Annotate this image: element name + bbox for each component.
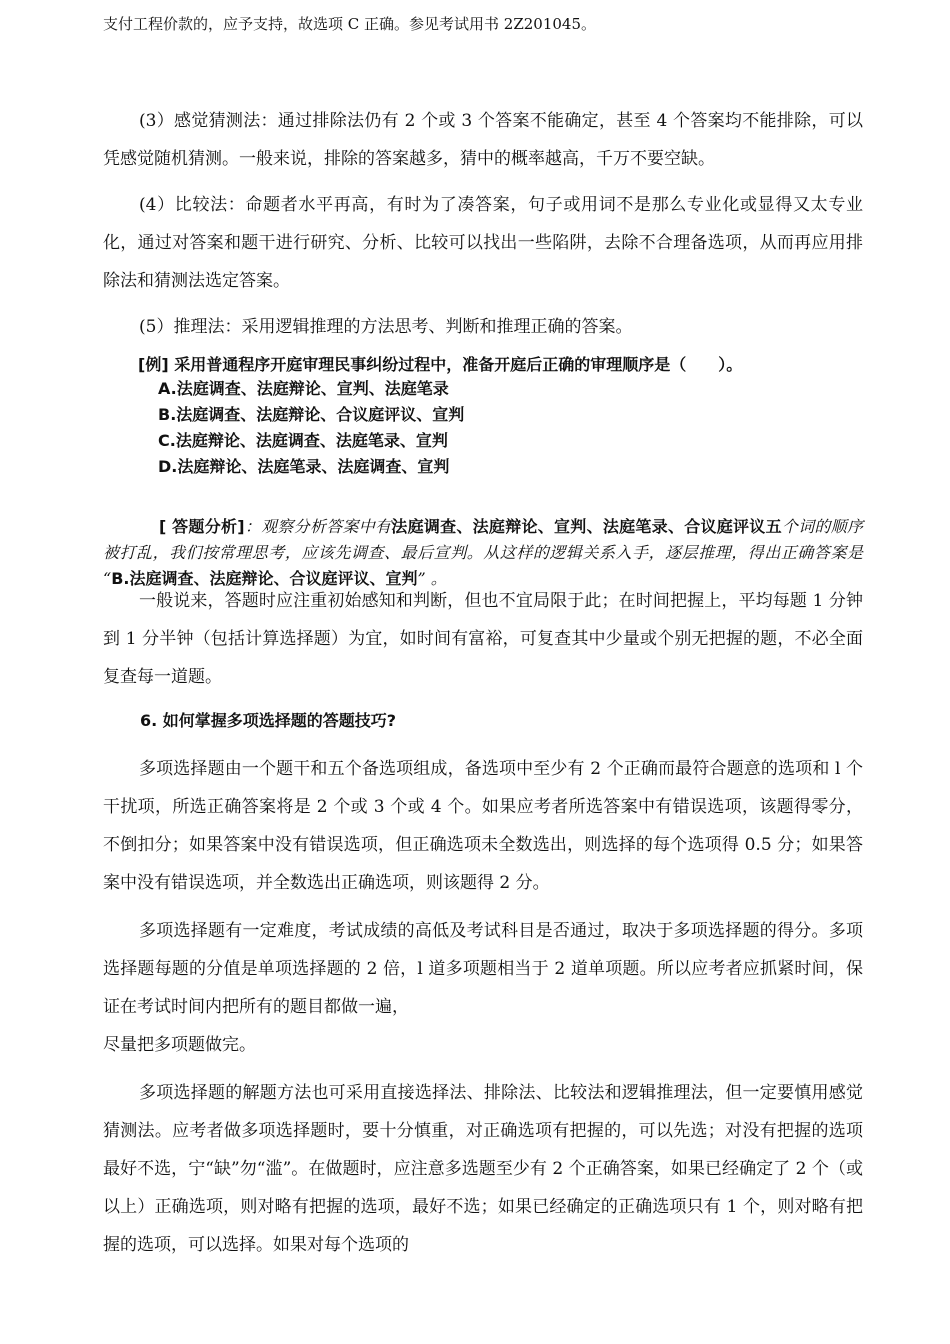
- paragraph-continuation: 支付工程价款的，应予支持，故选项 C 正确。参见考试用书 2Z201045。: [103, 15, 597, 33]
- paragraph-multiple-choice-structure: 多项选择题由一个题干和五个备选项组成，备选项中至少有 2 个正确而最符合题意的选项和 l 个干扰项，所选正确答案将是 2 个或 3 个或 4 个。如果应考者所选答案中有错误选项，该题得零分，不倒扣分；如果答案中没有错误选项，但正确选项未全数选出，则选择的每个选项得 0.5 分；如果答案中没有错误选项，并全数选出正确选项，则该题得 2 分。: [103, 759, 863, 893]
- section-heading-6: 6. 如何掌握多项选择题的答题技巧?: [140, 711, 397, 730]
- analysis-text-3: ” 。: [417, 569, 447, 588]
- paragraph-compare-method: (4）比较法：命题者水平再高，有时为了凑答案，句子或用词不是那么专业化或显得又太专业化，通过对答案和题干进行研究、分析、比较可以找出一些陷阱，去除不合理备选项，从而再应用排除法和猜测法选定答案。: [103, 195, 863, 291]
- paragraph-reasoning-method: (5）推理法：采用逻辑推理的方法思考、判断和推理正确的答案。: [139, 317, 633, 337]
- analysis-bold-1: 法庭调查、法庭辩论、宣判、法庭笔录、合议庭评议五: [391, 517, 782, 536]
- example-question: [例] 采用普通程序开庭审理民事纠纷过程中，准备开庭后正确的审理顺序是（ ）。: [138, 355, 743, 374]
- analysis-bold-2: B.法庭调查、法庭辩论、合议庭评议、宣判: [111, 569, 418, 588]
- answer-analysis: [103, 514, 863, 592]
- example-option-a: A.法庭调查、法庭辩论、宣判、法庭笔录: [158, 379, 449, 398]
- paragraph-multiple-choice-difficulty: 多项选择题有一定难度，考试成绩的高低及考试科目是否通过，取决于多项选择题的得分。多项选择题每题的分值是单项选择题的 2 倍，l 道多项题相当于 2 道单项题。所以应考者应抓紧时间，保证在考试时间内把所有的题目都做一遍，: [103, 921, 863, 1017]
- example-option-b: B.法庭调查、法庭辩论、合议庭评议、宣判: [158, 405, 465, 424]
- analysis-label: [ 答题分析]: [159, 517, 245, 536]
- analysis-text-1: ：观察分析答案中有: [244, 517, 392, 536]
- paragraph-multiple-choice-methods: 多项选择题的解题方法也可采用直接选择法、排除法、比较法和逻辑推理法，但一定要慎用感觉猜测法。应考者做多项选择题时，要十分慎重，对正确选项有把握的，可以先选；对没有把握的选项最好不选，宁“缺”勿“滥”。在做题时，应注意多选题至少有 2 个正确答案，如果已经确定了 2 个（或以上）正确选项，则对略有把握的选项，最好不选；如果已经确定的正确选项只有 1 个，则对略有把握的选项，可以选择。如果对每个选项的: [103, 1083, 863, 1255]
- paragraph-multiple-choice-difficulty-end: 尽量把多项题做完。: [103, 1035, 256, 1055]
- paragraph-general-tips: 一般说来，答题时应注重初始感知和判断，但也不宜局限于此；在时间把握上，平均每题 1 分钟到 1 分半钟（包括计算选择题）为宜，如时间有富裕，可复查其中少量或个别无把握的题，不必全面复查每一道题。: [103, 591, 863, 687]
- example-option-c: C.法庭辩论、法庭调查、法庭笔录、宣判: [158, 431, 448, 450]
- analysis-text-2: 个词的顺序被打乱，我们按常理思考，应该先调查、最后宣判。从这样的逻辑关系入手，逐层推理，得出正确答案是 “: [103, 517, 863, 588]
- example-option-d: D.法庭辩论、法庭笔录、法庭调查、宣判: [158, 457, 450, 476]
- paragraph-guess-method: (3）感觉猜测法：通过排除法仍有 2 个或 3 个答案不能确定，甚至 4 个答案均不能排除，可以凭感觉随机猜测。一般来说，排除的答案越多，猜中的概率越高，千万不要空缺。: [103, 111, 863, 169]
